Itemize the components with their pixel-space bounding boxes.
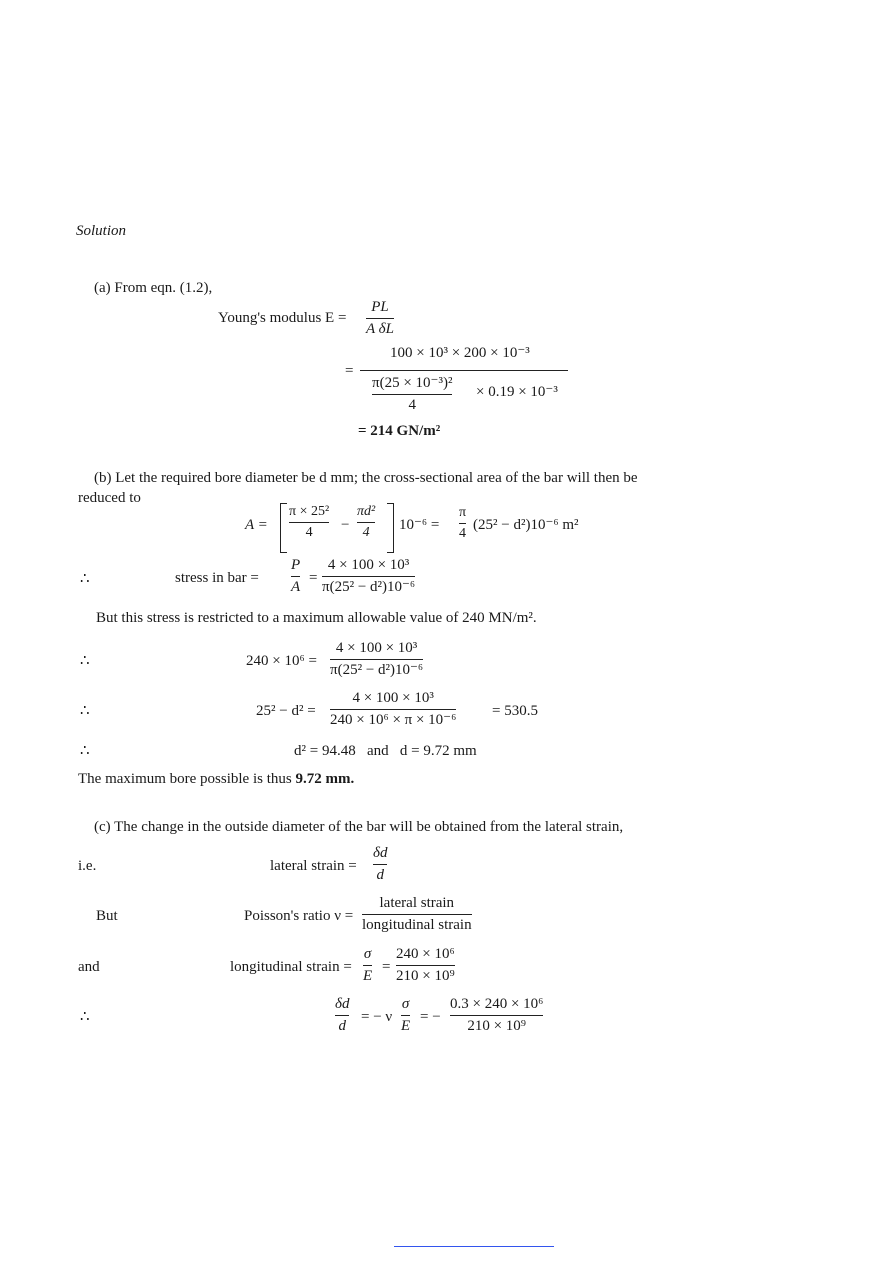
area-pi-num: π bbox=[459, 505, 467, 520]
big-fraction-numerator: 100 × 10³ × 200 × 10⁻³ bbox=[390, 345, 530, 361]
area-term2 bbox=[357, 505, 375, 540]
poisson-fraction bbox=[362, 896, 472, 933]
but-label: But bbox=[96, 908, 118, 924]
youngs-denominator: A δL bbox=[366, 321, 394, 337]
eq2-lhs: 240 × 10⁶ = bbox=[246, 653, 317, 669]
stress-lhs: stress in bar = bbox=[175, 570, 259, 586]
therefore-5: ∴ bbox=[80, 1009, 90, 1025]
area-term1 bbox=[289, 505, 329, 540]
youngs-result: = 214 GN/m² bbox=[358, 423, 441, 439]
eq2-num: 4 × 100 × 10³ bbox=[335, 640, 418, 656]
inner-numerator: π(25 × 10⁻³)² bbox=[372, 375, 453, 391]
stress-fraction bbox=[322, 558, 415, 595]
left-bracket bbox=[280, 503, 287, 553]
area-minus: − bbox=[341, 517, 350, 533]
long-e: E bbox=[363, 968, 373, 984]
final-sigma-fraction bbox=[401, 997, 410, 1034]
final-sigma: σ bbox=[401, 996, 410, 1012]
area-pi-fraction bbox=[459, 506, 466, 541]
long-sigma-fraction bbox=[363, 947, 372, 984]
therefore-1: ∴ bbox=[80, 571, 90, 587]
restriction-text: But this stress is restricted to a maximum allowable value of 240 MN/m². bbox=[96, 610, 537, 626]
big-fraction-bar bbox=[360, 370, 568, 371]
long-fraction bbox=[396, 947, 455, 984]
long-den: 210 × 10⁹ bbox=[396, 968, 455, 984]
eq3-den: 240 × 10⁶ × π × 10⁻⁶ bbox=[330, 712, 457, 728]
stress-a: A bbox=[291, 579, 301, 595]
conclusion-value: 9.72 mm. bbox=[295, 771, 355, 787]
area-mid: 10⁻⁶ = bbox=[399, 517, 440, 533]
final-mid: = − ν bbox=[361, 1009, 393, 1025]
eq2-den: π(25² − d²)10⁻⁶ bbox=[330, 662, 424, 678]
longitudinal-lhs: longitudinal strain = bbox=[230, 959, 352, 975]
stress-den: π(25² − d²)10⁻⁶ bbox=[322, 579, 416, 595]
footer-link-underline[interactable] bbox=[394, 1246, 554, 1247]
eq3-num: 4 × 100 × 10³ bbox=[352, 690, 434, 706]
lateral-num: δd bbox=[373, 845, 388, 861]
eq3-lhs: 25² − d² = bbox=[256, 703, 316, 719]
eq4: d² = 94.48 and d = 9.72 mm bbox=[294, 743, 477, 759]
youngs-modulus-lhs: Young's modulus E = bbox=[218, 310, 347, 326]
poisson-num: lateral strain bbox=[379, 895, 455, 911]
area-term1-den: 4 bbox=[305, 525, 313, 540]
final-den: 210 × 10⁹ bbox=[467, 1018, 527, 1034]
eq3-rhs: = 530.5 bbox=[492, 703, 538, 719]
stress-p: P bbox=[291, 557, 301, 573]
area-term1-num: π × 25² bbox=[289, 504, 330, 519]
stress-num: 4 × 100 × 10³ bbox=[327, 557, 410, 573]
long-num: 240 × 10⁶ bbox=[396, 946, 455, 962]
long-eq: = bbox=[382, 959, 391, 975]
final-lhs-fraction bbox=[335, 997, 349, 1034]
part-b-intro-line1: (b) Let the required bore diameter be d mm; the cross-sectional area of the bar will then be bbox=[94, 470, 638, 486]
stress-eq: = bbox=[309, 570, 318, 586]
eq3-fraction bbox=[330, 691, 456, 728]
final-e: E bbox=[401, 1018, 411, 1034]
final-fraction bbox=[450, 997, 543, 1034]
inner-fraction bbox=[372, 376, 452, 413]
youngs-fraction bbox=[366, 300, 394, 337]
conclusion-text: The maximum bore possible is thus bbox=[78, 771, 296, 787]
times-term: × 0.19 × 10⁻³ bbox=[476, 384, 558, 400]
final-lhs-den: d bbox=[338, 1018, 346, 1034]
area-pi-den: 4 bbox=[459, 526, 467, 541]
poisson-lhs: Poisson's ratio ν = bbox=[244, 908, 354, 924]
final-lhs-num: δd bbox=[335, 996, 350, 1012]
and-label: and bbox=[78, 959, 100, 975]
part-c-intro: (c) The change in the outside diameter of the bar will be obtained from the lateral strain, bbox=[94, 819, 624, 835]
part-b-intro-line2: reduced to bbox=[78, 490, 141, 506]
area-lhs: A = bbox=[245, 517, 268, 533]
youngs-numerator: PL bbox=[371, 299, 389, 315]
inner-denominator: 4 bbox=[408, 397, 416, 413]
area-rhs: (25² − d²)10⁻⁶ m² bbox=[473, 517, 579, 533]
stress-pa-fraction bbox=[291, 558, 300, 595]
lateral-fraction bbox=[373, 846, 387, 883]
final-eq: = − bbox=[420, 1009, 441, 1025]
area-term2-num: πd² bbox=[357, 504, 376, 519]
long-sigma: σ bbox=[363, 946, 372, 962]
conclusion bbox=[78, 772, 354, 787]
therefore-4: ∴ bbox=[80, 743, 90, 759]
therefore-3: ∴ bbox=[80, 703, 90, 719]
lateral-strain-lhs: lateral strain = bbox=[270, 858, 357, 874]
eq2-fraction bbox=[330, 641, 423, 678]
lateral-den: d bbox=[376, 867, 384, 883]
poisson-den: longitudinal strain bbox=[362, 917, 472, 933]
section-heading: Solution bbox=[76, 223, 127, 239]
ie-label: i.e. bbox=[78, 858, 97, 874]
area-term2-den: 4 bbox=[362, 525, 370, 540]
part-a-label: (a) From eqn. (1.2), bbox=[94, 280, 213, 296]
therefore-2: ∴ bbox=[80, 653, 90, 669]
right-bracket bbox=[387, 503, 394, 553]
final-num: 0.3 × 240 × 10⁶ bbox=[450, 996, 544, 1012]
equals-sign: = bbox=[345, 363, 354, 379]
